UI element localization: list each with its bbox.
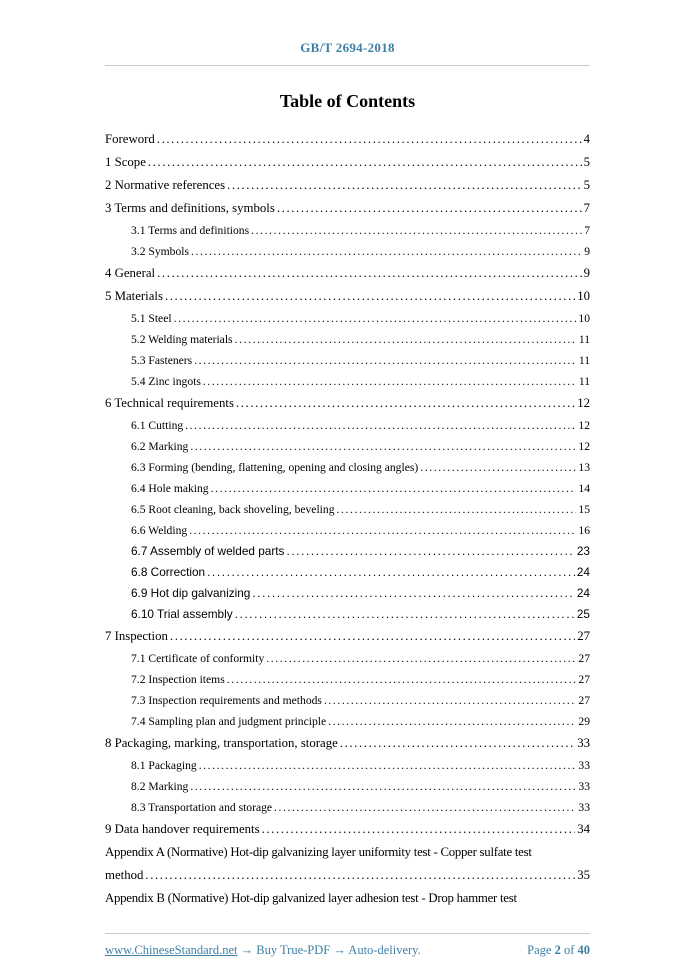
toc-entry-label: 8.1 Packaging (131, 759, 197, 772)
toc-page-number: 33 (578, 759, 590, 772)
footer-divider (105, 933, 590, 934)
toc-entry (105, 151, 590, 174)
toc-entry-label: 6.4 Hole making (131, 482, 209, 495)
toc-entry-label: 6.7 Assembly of welded parts (131, 544, 285, 558)
toc-entry (105, 583, 590, 604)
toc-entry-label: 4 General (105, 266, 156, 280)
toc-dot-leader (227, 669, 577, 690)
doc-number: GB/T 2694-2018 (300, 40, 395, 55)
toc-entry-label: 7.1 Certificate of conformity (131, 652, 265, 665)
toc-dot-leader (251, 220, 582, 241)
footer-link[interactable]: www.ChineseStandard.net (105, 943, 238, 957)
toc-page-number: 15 (578, 503, 590, 516)
toc-page-number: 24 (576, 586, 590, 600)
toc-dot-leader (324, 690, 576, 711)
toc-page-number: 4 (583, 132, 590, 146)
toc-page-number: 27 (577, 629, 590, 643)
toc-entry (105, 478, 590, 499)
toc-entry (105, 818, 590, 841)
toc-dot-leader (420, 457, 576, 478)
toc-dot-leader (185, 415, 576, 436)
footer-tagline: → Buy True-PDF → Auto-delivery. (237, 943, 421, 957)
header-divider (105, 65, 590, 66)
toc-entry-label: 6.8 Correction (131, 565, 206, 579)
toc-dot-leader (211, 478, 577, 499)
toc-entry (105, 669, 590, 690)
toc-page-number: 13 (578, 461, 590, 474)
toc-dot-leader (207, 562, 575, 583)
toc-page-number: 12 (578, 440, 590, 453)
toc-page-number: 10 (577, 289, 590, 303)
toc-dot-leader (266, 648, 576, 669)
toc-entry-label: 3.1 Terms and definitions (131, 224, 250, 237)
toc-list (105, 128, 590, 910)
toc-page-number: 35 (577, 868, 590, 882)
toc-entry (105, 711, 590, 732)
toc-entry-label: 8.2 Marking (131, 780, 189, 793)
toc-dot-leader (277, 197, 582, 220)
toc-page-number: 7 (584, 224, 590, 237)
toc-page-number: 33 (578, 801, 590, 814)
toc-dot-leader (148, 151, 582, 174)
toc-dot-leader (236, 392, 575, 415)
toc-entry-label: method (105, 868, 144, 882)
toc-page-number: 11 (578, 333, 590, 346)
toc-entry (105, 350, 590, 371)
toc-entry (105, 604, 590, 625)
toc-entry (105, 797, 590, 818)
toc-entry (105, 887, 590, 910)
toc-entry-label: 1 Scope (105, 155, 146, 169)
toc-page-number: 27 (578, 652, 590, 665)
toc-entry-label: 5.1 Steel (131, 312, 172, 325)
toc-entry (105, 625, 590, 648)
toc-dot-leader (189, 520, 576, 541)
toc-dot-leader (286, 541, 574, 562)
toc-entry-label: 6.2 Marking (131, 440, 189, 453)
toc-entry-label: 7 Inspection (105, 629, 168, 643)
toc-entry (105, 841, 590, 864)
of-label: of (563, 943, 575, 957)
toc-dot-leader (252, 583, 575, 604)
toc-entry-label: 6 Technical requirements (105, 396, 234, 410)
toc-page-number: 34 (577, 822, 590, 836)
toc-entry-label: 8.3 Transportation and storage (131, 801, 273, 814)
toc-entry-label: 7.3 Inspection requirements and methods (131, 694, 322, 707)
toc-entry (105, 241, 590, 262)
toc-dot-leader (235, 329, 577, 350)
toc-dot-leader (165, 285, 575, 308)
toc-page-number: 29 (578, 715, 590, 728)
toc-entry (105, 220, 590, 241)
toc-page-number: 14 (578, 482, 590, 495)
footer-page-indicator (527, 943, 590, 958)
toc-entry-label: 6.5 Root cleaning, back shoveling, beveling (131, 503, 335, 516)
toc-entry (105, 436, 590, 457)
toc-dot-leader (203, 371, 577, 392)
toc-entry (105, 262, 590, 285)
toc-dot-leader (194, 350, 577, 371)
toc-entry (105, 329, 590, 350)
toc-dot-leader (157, 262, 581, 285)
toc-entry (105, 541, 590, 562)
toc-entry-label: 6.9 Hot dip galvanizing (131, 586, 251, 600)
page-label: Page (527, 943, 552, 957)
footer-promo (105, 943, 421, 958)
toc-page-number: 9 (583, 266, 590, 280)
toc-page-number: 25 (576, 607, 590, 621)
toc-entry-label: 6.6 Welding (131, 524, 188, 537)
toc-entry-label: 8 Packaging, marking, transportation, storage (105, 736, 338, 750)
toc-entry-label: 6.10 Trial assembly (131, 607, 233, 621)
toc-entry (105, 174, 590, 197)
toc-entry-label: Appendix A (Normative) Hot-dip galvanizing layer uniformity test - Copper sulfate test (105, 845, 532, 859)
toc-dot-leader (262, 818, 576, 841)
toc-page-number: 27 (578, 694, 590, 707)
toc-dot-leader (340, 732, 575, 755)
toc-entry-label: 6.3 Forming (bending, flattening, opening and closing angles) (131, 461, 419, 474)
toc-dot-leader (157, 128, 582, 151)
toc-entry (105, 732, 590, 755)
toc-entry-label: 2 Normative references (105, 178, 226, 192)
toc-page-number: 10 (578, 312, 590, 325)
toc-entry (105, 864, 590, 887)
toc-entry (105, 520, 590, 541)
toc-entry (105, 371, 590, 392)
toc-page-number: 33 (577, 736, 590, 750)
total-page-number: 40 (577, 943, 590, 957)
toc-entry (105, 285, 590, 308)
toc-page-number: 11 (578, 375, 590, 388)
toc-entry (105, 415, 590, 436)
toc-entry-label: Appendix B (Normative) Hot-dip galvanized layer adhesion test - Drop hammer test (105, 891, 517, 905)
toc-page-number: 24 (576, 565, 590, 579)
current-page-number: 2 (554, 943, 561, 957)
toc-entry (105, 776, 590, 797)
toc-dot-leader (145, 864, 575, 887)
toc-entry-label: 3.2 Symbols (131, 245, 189, 258)
toc-entry (105, 128, 590, 151)
toc-dot-leader (170, 625, 575, 648)
toc-entry-label: 6.1 Cutting (131, 419, 184, 432)
toc-dot-leader (337, 499, 577, 520)
toc-entry-label: 5.3 Fasteners (131, 354, 193, 367)
toc-entry (105, 648, 590, 669)
toc-entry-label: 7.4 Sampling plan and judgment principle (131, 715, 327, 728)
toc-entry-label: 5.4 Zinc ingots (131, 375, 201, 388)
toc-dot-leader (199, 755, 577, 776)
toc-entry (105, 499, 590, 520)
toc-entry (105, 197, 590, 220)
toc-dot-leader (227, 174, 582, 197)
toc-entry (105, 392, 590, 415)
toc-entry (105, 755, 590, 776)
toc-entry (105, 308, 590, 329)
toc-page-number: 23 (576, 544, 590, 558)
toc-dot-leader (191, 241, 582, 262)
toc-page-number: 5 (583, 178, 590, 192)
toc-page-number: 11 (578, 354, 590, 367)
toc-page-number: 9 (584, 245, 590, 258)
toc-entry-label: 5 Materials (105, 289, 163, 303)
toc-page-number: 16 (578, 524, 590, 537)
toc-entry-label: Foreword (105, 132, 155, 146)
toc-entry (105, 690, 590, 711)
toc-entry-label: 5.2 Welding materials (131, 333, 233, 346)
toc-entry-label: 7.2 Inspection items (131, 673, 225, 686)
toc-dot-leader (174, 308, 577, 329)
toc-page-number: 12 (578, 419, 590, 432)
toc-entry (105, 562, 590, 583)
toc-dot-leader (274, 797, 576, 818)
toc-dot-leader (190, 776, 576, 797)
toc-dot-leader (235, 604, 575, 625)
toc-page-number: 33 (578, 780, 590, 793)
toc-entry-label: 3 Terms and definitions, symbols (105, 201, 275, 215)
toc-dot-leader (190, 436, 576, 457)
page-header (105, 0, 590, 66)
toc-page-number: 5 (583, 155, 590, 169)
toc-page-number: 7 (583, 201, 590, 215)
toc-entry (105, 457, 590, 478)
page-title: Table of Contents (279, 91, 416, 111)
page-footer (105, 933, 590, 958)
toc-page-number: 12 (577, 396, 590, 410)
toc-entry-label: 9 Data handover requirements (105, 822, 260, 836)
toc-page-number: 27 (578, 673, 590, 686)
toc-dot-leader (328, 711, 576, 732)
